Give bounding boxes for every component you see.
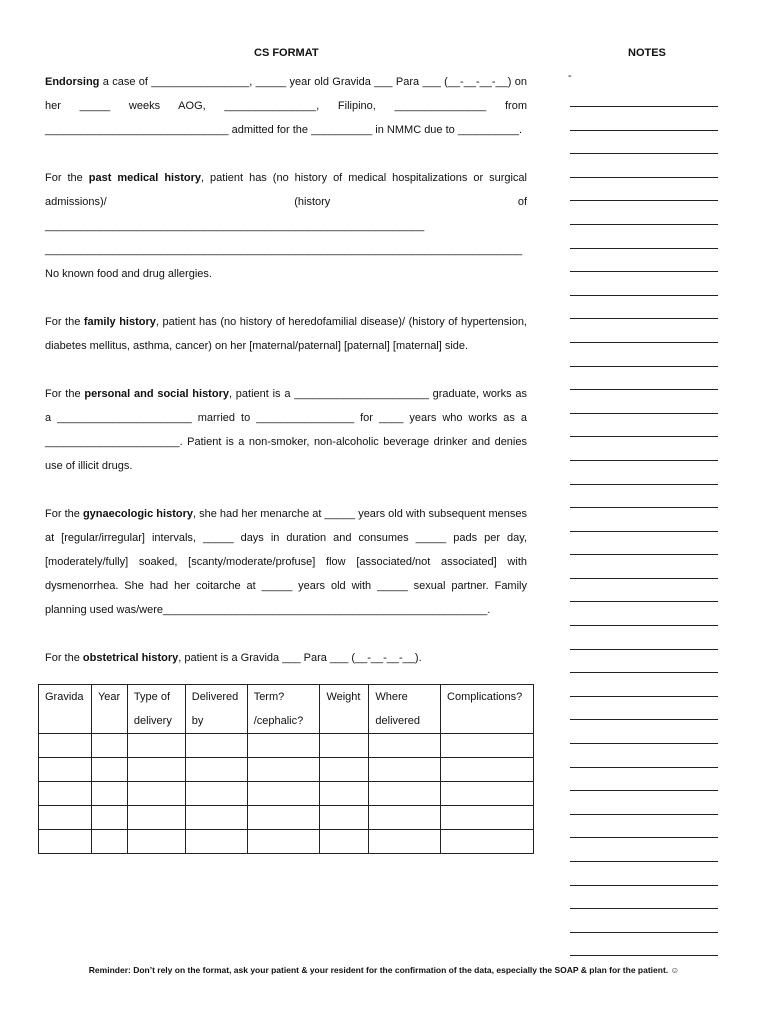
endorsement-text: a case of ________________, _____ year old Gravida ___ Para ___ (__-__-__-__) on her _____ weeks AOG, _______________, Filipino, _______________ from ______________________________ admitted for the __________ in NMMC due to __________.: [45, 76, 527, 136]
note-line[interactable]: [570, 696, 718, 697]
note-line[interactable]: [570, 484, 718, 485]
header-delivered-by: Delivered by: [185, 685, 247, 734]
note-line[interactable]: [570, 389, 718, 390]
note-line[interactable]: [570, 861, 718, 862]
table-cell[interactable]: [127, 782, 185, 806]
pmh-prefix: For the: [45, 172, 89, 184]
note-line[interactable]: [570, 578, 718, 579]
header-where-delivered: Where delivered: [369, 685, 441, 734]
table-cell[interactable]: [91, 782, 127, 806]
table-cell[interactable]: [127, 758, 185, 782]
obstetrical-history-table: [38, 684, 534, 854]
note-line[interactable]: [570, 814, 718, 815]
table-cell[interactable]: [247, 758, 320, 782]
note-line[interactable]: [570, 271, 718, 272]
ps-text: , patient is a ______________________ graduate, works as a ______________________ married to ________________ for ____ years who works as a ______________________. Patient is a non-smoker, non-alcoholic beverage drinker and denies use of illicit drugs.: [45, 388, 527, 472]
table-cell[interactable]: [369, 734, 441, 758]
endorsement-paragraph: [45, 70, 527, 142]
note-line[interactable]: [570, 318, 718, 319]
note-line[interactable]: [570, 413, 718, 414]
table-row: [39, 734, 534, 758]
note-line[interactable]: [570, 790, 718, 791]
note-line[interactable]: [570, 908, 718, 909]
note-line[interactable]: [570, 460, 718, 461]
table-cell[interactable]: [320, 806, 369, 830]
table-cell[interactable]: [441, 830, 534, 854]
endorsing-label: Endorsing: [45, 76, 100, 88]
note-line[interactable]: [570, 295, 718, 296]
table-cell[interactable]: [127, 806, 185, 830]
note-line[interactable]: [570, 955, 718, 956]
table-cell[interactable]: [39, 830, 92, 854]
table-cell[interactable]: [320, 758, 369, 782]
table-cell[interactable]: [320, 734, 369, 758]
table-cell[interactable]: [247, 806, 320, 830]
table-cell[interactable]: [185, 782, 247, 806]
table-row: [39, 830, 534, 854]
table-cell[interactable]: [369, 782, 441, 806]
fh-prefix: For the: [45, 316, 84, 328]
notes-lines: [570, 106, 718, 979]
table-cell[interactable]: [320, 830, 369, 854]
header-complications: Complications?: [441, 685, 534, 734]
table-header-row: [39, 685, 534, 734]
table-cell[interactable]: [369, 830, 441, 854]
note-line[interactable]: [570, 719, 718, 720]
header-term-cephalic: Term? /cephalic?: [247, 685, 320, 734]
note-line[interactable]: [570, 601, 718, 602]
table-row: [39, 806, 534, 830]
note-line[interactable]: [570, 248, 718, 249]
header-year: Year: [91, 685, 127, 734]
header-weight: Weight: [320, 685, 369, 734]
note-line[interactable]: [570, 885, 718, 886]
gyn-prefix: For the: [45, 508, 83, 520]
table-cell[interactable]: [127, 830, 185, 854]
table-cell[interactable]: [91, 758, 127, 782]
table-cell[interactable]: [91, 806, 127, 830]
note-line[interactable]: [570, 743, 718, 744]
note-line[interactable]: [570, 507, 718, 508]
ob-prefix: For the: [45, 652, 83, 664]
note-line[interactable]: [570, 767, 718, 768]
note-line[interactable]: [570, 837, 718, 838]
table-cell[interactable]: [320, 782, 369, 806]
note-line[interactable]: [570, 342, 718, 343]
note-line[interactable]: [570, 224, 718, 225]
table-cell[interactable]: [39, 806, 92, 830]
note-line[interactable]: [570, 672, 718, 673]
note-line[interactable]: [570, 366, 718, 367]
table-cell[interactable]: [185, 830, 247, 854]
header-type-of-delivery: Type of delivery: [127, 685, 185, 734]
table-cell[interactable]: [185, 734, 247, 758]
note-line[interactable]: [570, 625, 718, 626]
table-cell[interactable]: [247, 734, 320, 758]
table-cell[interactable]: [369, 806, 441, 830]
ob-label: obstetrical history: [82, 652, 179, 664]
fh-text: , patient has (no history of heredofamilial disease)/ (history of hypertension, diabetes mellitus, asthma, cancer) on her [maternal/paternal] [paternal] [maternal] side.: [45, 316, 527, 352]
note-line[interactable]: [570, 200, 718, 201]
pmh-label: past medical history: [88, 172, 202, 184]
ob-text: , patient is a Gravida ___ Para ___ (__-__-__-__).: [178, 652, 422, 664]
notes-title: NOTES: [628, 47, 666, 59]
note-line[interactable]: [570, 130, 718, 131]
table-cell[interactable]: [247, 830, 320, 854]
ps-label: personal and social history: [84, 388, 229, 400]
past-medical-history-paragraph: [45, 166, 527, 262]
notes-dash: -: [568, 70, 572, 82]
table-cell[interactable]: [91, 734, 127, 758]
reminder-footer: Reminder: Don’t rely on the format, ask your patient & your resident for the confirmation of the data, especially the SOAP & plan for the patient. ☺: [88, 965, 680, 975]
gynaecologic-history-paragraph: [45, 502, 527, 622]
table-cell[interactable]: [39, 734, 92, 758]
table-cell[interactable]: [441, 806, 534, 830]
note-line[interactable]: [570, 531, 718, 532]
gyn-label: gynaecologic history: [82, 508, 193, 520]
table-cell[interactable]: [369, 758, 441, 782]
family-history-paragraph: [45, 310, 527, 358]
note-line[interactable]: [570, 177, 718, 178]
table-cell[interactable]: [441, 758, 534, 782]
note-line[interactable]: [570, 649, 718, 650]
gyn-text: , she had her menarche at _____ years old with subsequent menses at [regular/irregular] intervals, _____ days in duration and consumes _____ pads per day, [moderately/fully] soaked, [scanty/moderate/profuse] flow [associated/not associated] with dysmenorrhea. She had her coitarche at _____ years old with _____ sexual partner. Family planning used was/were_____________________________________________________.: [45, 508, 528, 616]
table-row: [39, 758, 534, 782]
allergy-statement: No known food and drug allergies.: [45, 268, 212, 280]
table-cell[interactable]: [185, 806, 247, 830]
table-row: [39, 782, 534, 806]
obstetrical-history-paragraph: [45, 646, 527, 670]
note-line[interactable]: [570, 554, 718, 555]
note-line[interactable]: [570, 436, 718, 437]
table-cell[interactable]: [185, 758, 247, 782]
page-title: CS FORMAT: [254, 47, 319, 59]
table-cell[interactable]: [39, 758, 92, 782]
ps-prefix: For the: [45, 388, 85, 400]
header-gravida: Gravida: [39, 685, 92, 734]
table-cell[interactable]: [441, 734, 534, 758]
note-line[interactable]: [570, 153, 718, 154]
table-cell[interactable]: [127, 734, 185, 758]
table-cell[interactable]: [39, 782, 92, 806]
note-line[interactable]: [570, 106, 718, 107]
table-cell[interactable]: [91, 830, 127, 854]
personal-social-history-paragraph: [45, 382, 527, 478]
table-cell[interactable]: [441, 782, 534, 806]
main-column: [45, 70, 527, 670]
fh-label: family history: [83, 316, 156, 328]
pmh-text: , patient has (no history of medical hospitalizations or surgical admissions)/ (history of ______________________________________________________________ ______________________________________________________________________________: [45, 172, 527, 256]
note-line[interactable]: [570, 932, 718, 933]
table-cell[interactable]: [247, 782, 320, 806]
